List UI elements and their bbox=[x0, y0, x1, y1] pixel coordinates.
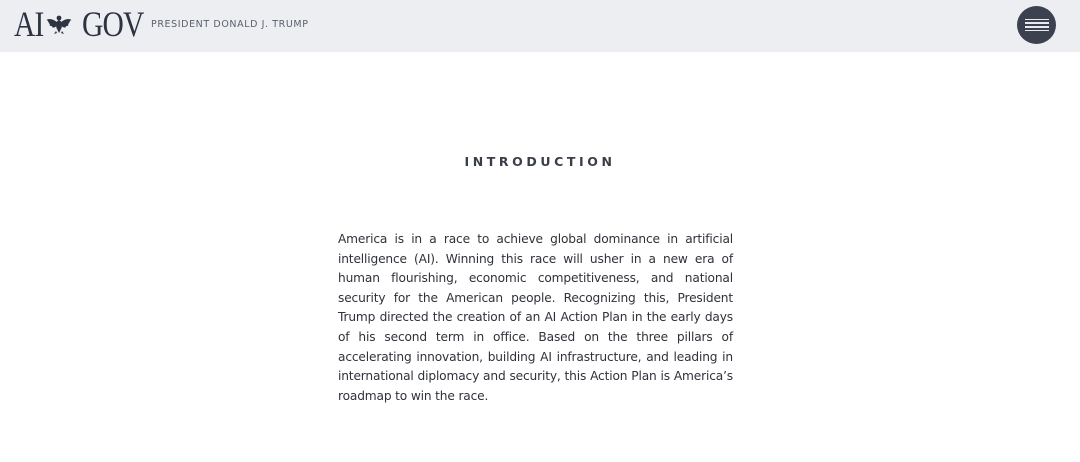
header-tagline: PRESIDENT DONALD J. TRUMP bbox=[151, 19, 309, 30]
site-header bbox=[0, 0, 1080, 52]
hamburger-menu-icon bbox=[1025, 19, 1049, 21]
menu-button[interactable] bbox=[1017, 6, 1056, 44]
eagle-icon bbox=[46, 13, 72, 35]
site-logo[interactable] bbox=[14, 6, 157, 42]
logo-gov-text: GOV bbox=[82, 4, 144, 44]
section-title: INTRODUCTION bbox=[464, 154, 616, 169]
intro-paragraph: America is in a race to achieve global dominance in artificial intelligence (AI). Winning this race will usher in a new era of human flourishing, economic competitiveness, and national security for the American people. Recognizing this, President Trump directed the creation of an AI Action Plan in the early days of his second term in office. Based on the three pillars of accelerating innovation, building AI infrastructure, and leading in international diplomacy and security, this Action Plan is America’s roadmap to win the race. bbox=[338, 232, 733, 403]
logo-ai-text: AI bbox=[14, 4, 44, 44]
